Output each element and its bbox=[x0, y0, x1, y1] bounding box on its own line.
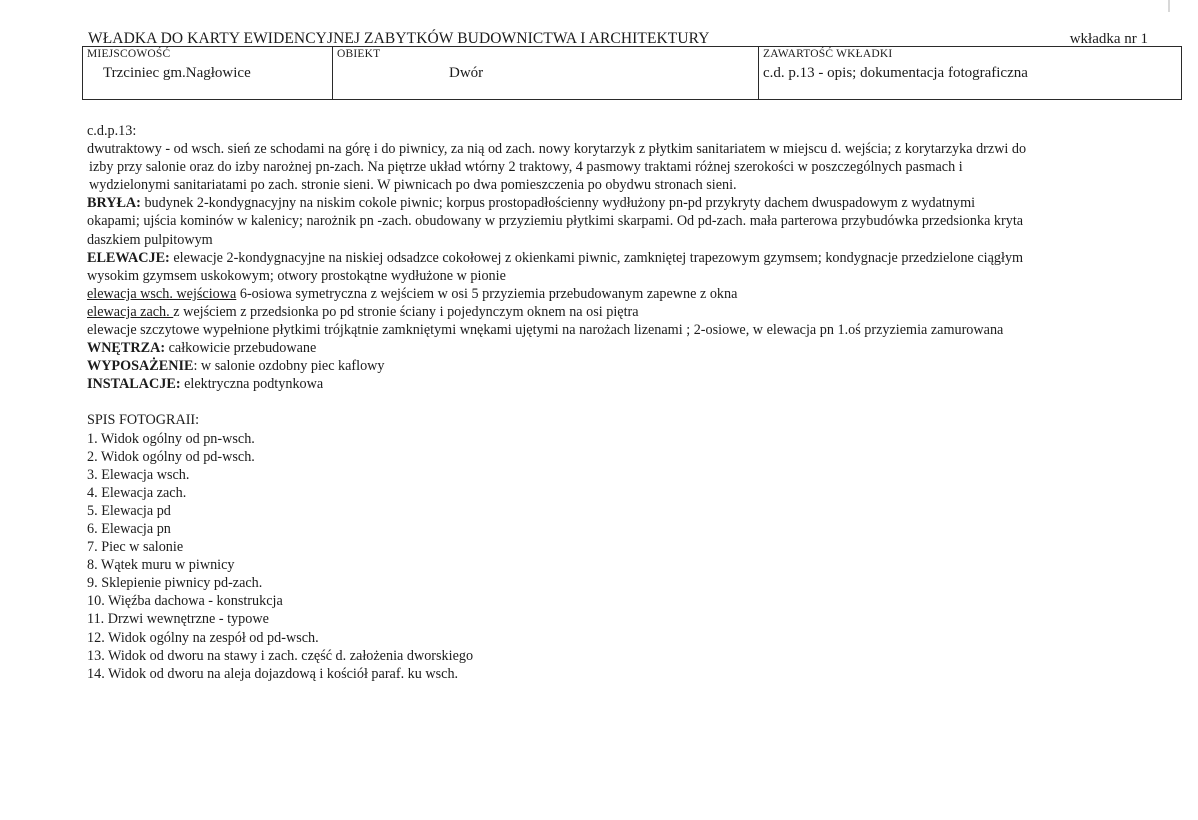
east-facade-label: elewacja wsch. wejściowa bbox=[87, 285, 237, 302]
bryla-line: daszkiem pulpitowym bbox=[87, 231, 213, 248]
description-body bbox=[87, 122, 1182, 683]
photo-item: 10. Więźba dachowa - konstrukcja bbox=[87, 593, 283, 610]
plan-line: wydzielonymi sanitariatami po zach. stronie sieni. W piwnicach po dwa pomieszczenia po obydwu stronach sieni. bbox=[89, 177, 737, 194]
west-facade-text: z wejściem z przedsionka po pd stronie ściany i pojedynczym oknem na osi piętra bbox=[173, 303, 639, 320]
photo-item: 6. Elewacja pn bbox=[87, 520, 171, 537]
photo-list bbox=[87, 430, 1182, 683]
spacer bbox=[87, 393, 1182, 411]
west-facade-line bbox=[87, 303, 1182, 321]
locality-label: MIEJSCOWOŚĆ bbox=[87, 48, 171, 60]
furnishing-line bbox=[87, 357, 1182, 375]
photo-item: 12. Widok ogólny na zespół od pd-wsch. bbox=[87, 629, 319, 646]
elewacje-label: ELEWACJE: bbox=[87, 249, 170, 266]
bryla-line bbox=[87, 194, 1182, 212]
photo-item: 7. Piec w salonie bbox=[87, 539, 184, 556]
photo-item: 13. Widok od dworu na stawy i zach. część d. założenia dworskiego bbox=[87, 647, 474, 664]
photo-item: 5. Elewacja pd bbox=[87, 502, 171, 519]
photo-item: 4. Elewacja zach. bbox=[87, 484, 187, 501]
photo-item: 8. Wątek muru w piwnicy bbox=[87, 557, 235, 574]
installations-line bbox=[87, 375, 1182, 393]
installations-label: INSTALACJE: bbox=[87, 376, 181, 393]
continuation-label: c.d.p.13: bbox=[87, 123, 137, 139]
locality-value: Trzciniec gm.Nagłowice bbox=[103, 65, 251, 81]
bryla-line: okapami; ujścia kominów w kalenicy; narożnik pn -zach. obudowany w przyziemiu płytkimi skarpami. Od pd-zach. mała parterowa przybudówka przedsionka kryta bbox=[87, 213, 1024, 230]
installations-text: elektryczna podtynkowa bbox=[180, 376, 324, 393]
east-facade-text: 6-osiowa symetryczna z wejściem w osi 5 przyziemia przebudowanym zapewne z okna bbox=[236, 285, 738, 302]
photo-item: 11. Drzwi wewnętrzne - typowe bbox=[87, 611, 269, 628]
bryla-label: BRYŁA: bbox=[87, 195, 141, 212]
photo-item: 9. Sklepienie piwnicy pd-zach. bbox=[87, 575, 263, 592]
photo-list-heading: SPIS FOTOGRAII: bbox=[87, 412, 200, 429]
elewacje-text: elewacje 2-kondygnacyjne na niskiej odsadzce cokołowej z okienkami piwnic, zamkniętej trapezowym gzymsem; kondygnacje przedzielone ciągłym bbox=[169, 249, 1024, 266]
interiors-line bbox=[87, 339, 1182, 357]
interiors-text: całkowicie przebudowane bbox=[165, 340, 317, 357]
photo-item: 3. Elewacja wsch. bbox=[87, 466, 190, 483]
content-cell bbox=[759, 47, 1181, 99]
photo-item: 1. Widok ogólny od pn-wsch. bbox=[87, 430, 255, 447]
furnishing-label: WYPOSAŻENIE bbox=[87, 358, 194, 375]
insert-number: wkładka nr 1 bbox=[1069, 31, 1148, 47]
photo-item: 14. Widok od dworu na aleja dojazdową i kościół paraf. ku wsch. bbox=[87, 665, 459, 682]
content-label: ZAWARTOŚĆ WKŁADKI bbox=[763, 48, 893, 60]
interiors-label: WNĘTRZA: bbox=[87, 340, 166, 357]
elewacje-line: wysokim gzymsem uskokowym; otwory prostokątne wydłużone w pionie bbox=[87, 267, 506, 284]
locality-cell bbox=[83, 47, 333, 99]
scan-mark bbox=[1168, 0, 1170, 12]
object-value: Dwór bbox=[449, 65, 484, 81]
west-facade-label: elewacja zach. bbox=[87, 303, 174, 320]
object-label: OBIEKT bbox=[337, 48, 381, 60]
object-cell bbox=[333, 47, 759, 99]
gable-facade-line: elewacje szczytowe wypełnione płytkimi trójkątnie zamkniętymi wnękami ujętymi na narożach lizenami ; 2-osiowe, w elewacja pn 1.oś przyziemia zamurowana bbox=[87, 322, 1004, 339]
header-table bbox=[82, 46, 1182, 100]
document-title: WŁADKA DO KARTY EWIDENCYJNEJ ZABYTKÓW BUDOWNICTWA I ARCHITEKTURY bbox=[88, 30, 710, 47]
plan-line: izby przy salonie oraz do izby narożnej pn-zach. Na piętrze układ wtórny 2 traktowy, 4 pasmowy traktami różnej szerokości w poszczególnych pasmach i bbox=[89, 159, 963, 176]
furnishing-text: : w salonie ozdobny piec kaflowy bbox=[193, 358, 385, 375]
elewacje-line bbox=[87, 249, 1182, 267]
bryla-text: budynek 2-kondygnacyjny na niskim cokole piwnic; korpus prostopadłościenny wydłużony pn-pd przykryty dachem dwuspadowym z wydatnymi bbox=[140, 195, 976, 212]
content-value: c.d. p.13 - opis; dokumentacja fotograficzna bbox=[763, 65, 1028, 81]
photo-item: 2. Widok ogólny od pd-wsch. bbox=[87, 448, 255, 465]
east-facade-line bbox=[87, 285, 1182, 303]
plan-line: dwutraktowy - od wsch. sień ze schodami na górę i do piwnicy, za nią od zach. nowy korytarzyk z płytkim sanitariatem w miejscu d. wejścia; z korytarzyka drzwi do bbox=[87, 141, 1027, 158]
